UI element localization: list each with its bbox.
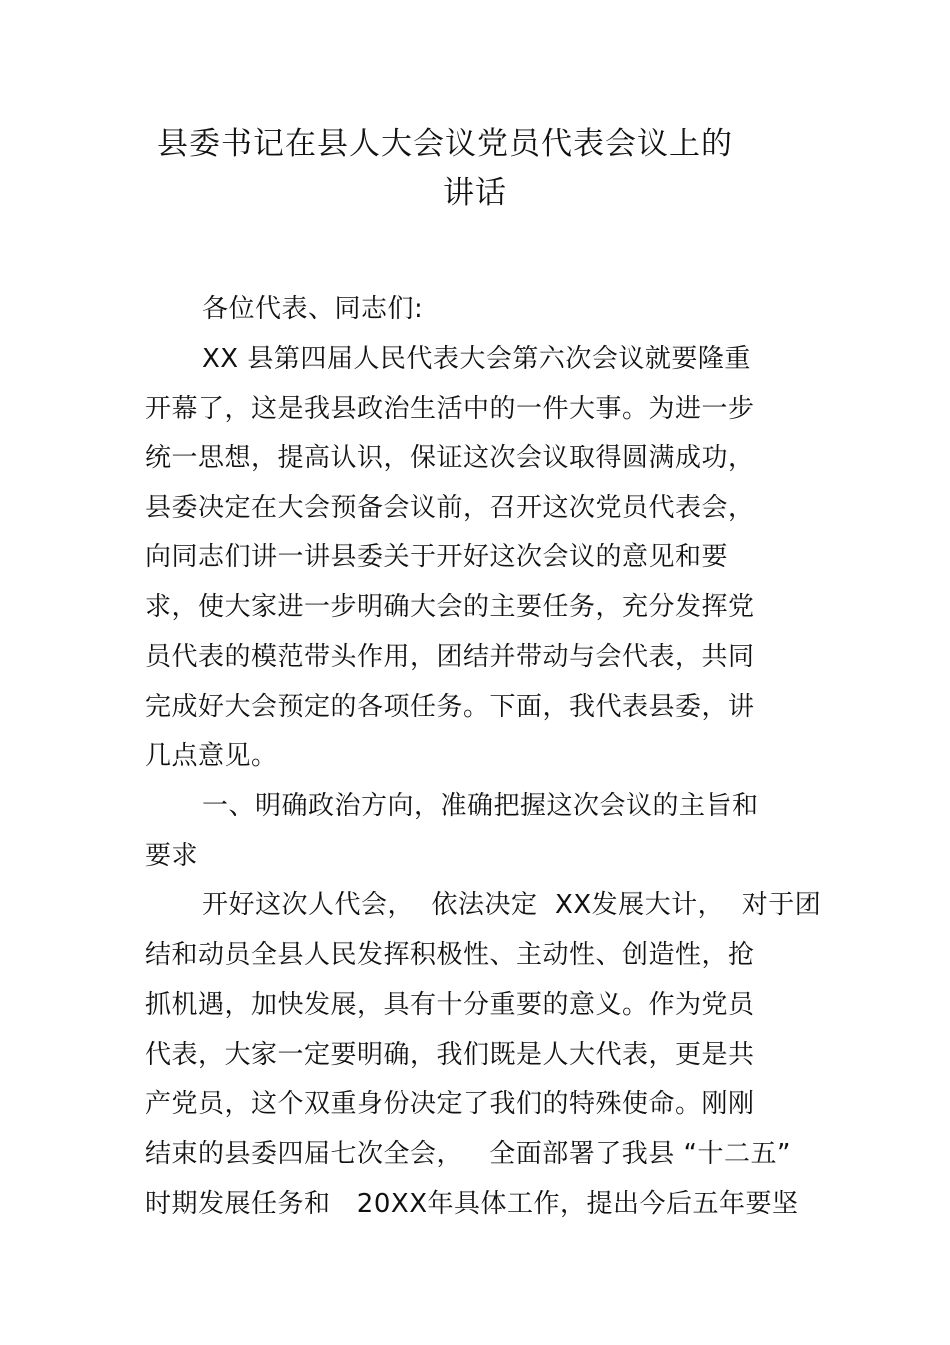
paragraph-1-line-3: 统一思想，提高认识，保证这次会议取得圆满成功， bbox=[145, 443, 755, 473]
salutation: 各位代表、同志们: bbox=[202, 294, 424, 324]
paragraph-1-line-2: 开幕了，这是我县政治生活中的一件大事。为进一步 bbox=[145, 394, 755, 424]
paragraph-2-line-1: 开好这次人代会， 依法决定 XX发展大计， 对于团 bbox=[202, 890, 822, 920]
paragraph-2-line-4: 代表，大家一定要明确，我们既是人大代表，更是共 bbox=[145, 1040, 755, 1070]
paragraph-1-line-1: XX 县第四届人民代表大会第六次会议就要隆重 bbox=[202, 344, 751, 374]
section-heading-1-line-2: 要求 bbox=[145, 841, 199, 871]
paragraph-2-line-5: 产党员，这个双重身份决定了我们的特殊使命。刚刚 bbox=[145, 1089, 755, 1119]
paragraph-2-line-7: 时期发展任务和 20XX年具体工作，提出今后五年要坚 bbox=[145, 1189, 799, 1219]
paragraph-2-line-2: 结和动员全县人民发挥积极性、主动性、创造性，抢 bbox=[145, 940, 755, 970]
document-title-line-1: 县委书记在县人大会议党员代表会议上的 bbox=[157, 126, 733, 162]
paragraph-1-line-8: 完成好大会预定的各项任务。下面，我代表县委，讲 bbox=[145, 692, 755, 722]
document-title-line-2: 讲话 bbox=[443, 175, 507, 211]
paragraph-1-line-9: 几点意见。 bbox=[145, 741, 278, 771]
paragraph-2-line-6: 结束的县委四届七次全会， 全面部署了我县 “十二五” bbox=[145, 1139, 791, 1169]
paragraph-1-line-5: 向同志们讲一讲县委关于开好这次会议的意见和要 bbox=[145, 542, 729, 572]
paragraph-2-line-3: 抓机遇，加快发展，具有十分重要的意义。作为党员 bbox=[145, 990, 755, 1020]
paragraph-1-line-6: 求，使大家进一步明确大会的主要任务，充分发挥党 bbox=[145, 592, 755, 622]
paragraph-1-line-4: 县委决定在大会预备会议前，召开这次党员代表会， bbox=[145, 493, 755, 523]
paragraph-1-line-7: 员代表的模范带头作用，团结并带动与会代表，共同 bbox=[145, 642, 755, 672]
section-heading-1-line-1: 一、明确政治方向，准确把握这次会议的主旨和 bbox=[202, 791, 759, 821]
